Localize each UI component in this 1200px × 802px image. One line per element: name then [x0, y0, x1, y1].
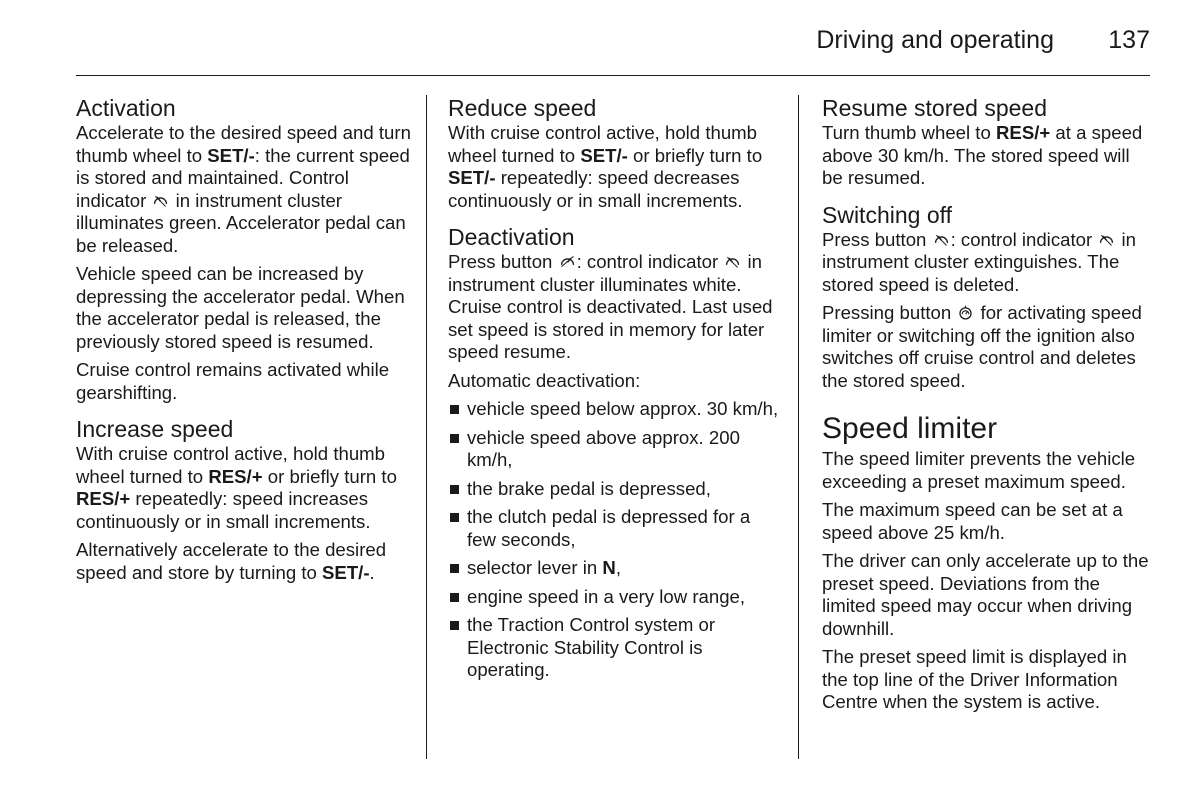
paragraph: Pressing button for activating speed limiter or switching off the ignition also switches off cruise control and deletes the stored speed.: [822, 302, 1142, 391]
list-item: the Traction Control system or Electronic Stability Control is operating.: [448, 614, 784, 682]
paragraph: Accelerate to the desired speed and turn thumb wheel to SET/-: the current speed is stored and maintained. Control indicator in instrument cluster illuminates green. Accelerator pedal can be released.: [76, 122, 411, 256]
heading-resume-stored-speed: Resume stored speed: [822, 95, 1048, 121]
heading-activation: Activation: [76, 95, 176, 121]
paragraph: Vehicle speed can be increased by depressing the accelerator pedal. When the accelerator pedal is released, the previously stored speed is resumed.: [76, 263, 405, 352]
paragraph: Press button : control indicator in instrument cluster extinguishes. The stored speed is deleted.: [822, 228, 1136, 295]
paragraph: The preset speed limit is displayed in the top line of the Driver Information Centre when the system is active.: [822, 646, 1127, 712]
column-divider: [798, 95, 799, 759]
deactivation-list: [448, 398, 784, 682]
section-title: Driving and operating: [816, 26, 1054, 54]
cruise-control-indicator-icon: [152, 192, 169, 209]
paragraph: The speed limiter prevents the vehicle exceeding a preset maximum speed.: [822, 448, 1136, 492]
cruise-off-button-icon: [559, 253, 576, 270]
list-item: selector lever in N,: [448, 557, 784, 580]
list-item: vehicle speed below approx. 30 km/h,: [448, 398, 784, 421]
list-item: vehicle speed above approx. 200 km/h,: [448, 427, 784, 472]
column-divider: [426, 95, 427, 759]
paragraph: The driver can only accelerate up to the preset speed. Deviations from the limited speed may occur when driving downhill.: [822, 550, 1149, 639]
list-item: the brake pedal is depressed,: [448, 478, 784, 501]
heading-reduce-speed: Reduce speed: [448, 95, 597, 121]
column-1: [76, 95, 416, 590]
list-item: the clutch pedal is depressed for a few seconds,: [448, 506, 784, 551]
paragraph: Cruise control remains activated while gearshifting.: [76, 359, 390, 403]
list-item: engine speed in a very low range,: [448, 586, 784, 609]
heading-increase-speed: Increase speed: [76, 416, 234, 442]
paragraph: The maximum speed can be set at a speed above 25 km/h.: [822, 499, 1123, 543]
paragraph: With cruise control active, hold thumb wheel turned to RES/+ or briefly turn to RES/+ repeatedly: speed increases continuously or in small increments.: [76, 443, 397, 532]
heading-deactivation: Deactivation: [448, 224, 575, 250]
paragraph: Press button : control indicator in instrument cluster illuminates white. Cruise control is deactivated. Last used set speed is stored in memory for later speed resume.: [448, 251, 773, 362]
paragraph: Alternatively accelerate to the desired speed and store by turning to SET/-.: [76, 539, 387, 583]
column-2: [448, 95, 784, 688]
paragraph: Automatic deactivation:: [448, 369, 641, 391]
cruise-control-indicator-icon: [1098, 231, 1115, 248]
cruise-control-indicator-icon: [724, 253, 741, 270]
page-number: 137: [1108, 26, 1150, 54]
heading-switching-off: Switching off: [822, 201, 952, 228]
cruise-control-indicator-icon: [933, 231, 950, 248]
page-header: [76, 22, 1150, 76]
heading-speed-limiter: Speed limiter: [822, 412, 998, 445]
paragraph: With cruise control active, hold thumb wheel turned to SET/- or briefly turn to SET/- repeatedly: speed decreases continuously or in small increments.: [448, 122, 763, 211]
column-3: [822, 95, 1154, 720]
paragraph: Turn thumb wheel to RES/+ at a speed above 30 km/h. The stored speed will be resumed.: [822, 122, 1143, 188]
speed-limiter-button-icon: [957, 304, 974, 321]
